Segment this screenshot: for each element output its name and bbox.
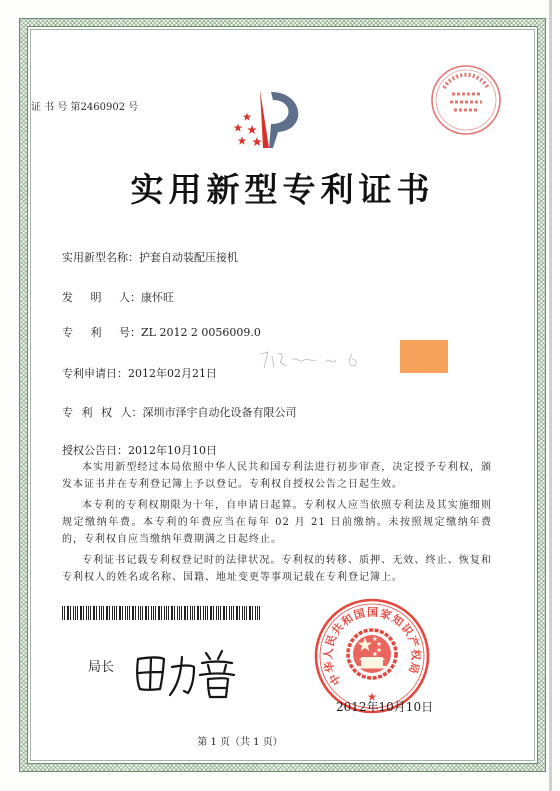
logo-p-shape	[269, 92, 298, 148]
field-application-date	[62, 367, 217, 381]
page-title: 实用新型专利证书	[130, 170, 435, 209]
field-label: 专 利 号：	[62, 326, 141, 339]
field-label: 实用新型名称：	[62, 251, 139, 264]
seal-date: 2012年10月10日	[336, 700, 434, 714]
statement-paragraph: 专利证书记载专利权登记时的法律状况。专利权的转移、质押、无效、终止、恢复和专利权人的姓名或名称、国籍、地址变更等事项记载在专利登记簿上。	[62, 555, 492, 583]
star-icon	[234, 124, 243, 132]
agency-stamp-icon	[430, 64, 502, 136]
national-emblem-icon	[348, 630, 396, 701]
logo-red-stroke	[260, 90, 269, 148]
page-number: 第 1 页（共 1 页）	[197, 737, 283, 748]
signature-stroke	[137, 658, 164, 690]
barcode-icon	[62, 606, 260, 620]
field-utility-model-name	[62, 251, 238, 265]
field-label: 授权公告日：	[62, 444, 128, 457]
signature-stroke	[200, 651, 234, 697]
orange-sticker	[400, 340, 448, 373]
statement-paragraph: 本实用新型经过本局依照中华人民共和国专利法进行初步审查，决定授予专利权，颁发本证书并在专利登记簿上予以登记。专利权自授权公告之日起生效。	[62, 462, 492, 490]
stamp-center-marks	[450, 94, 482, 110]
star-icon	[252, 137, 262, 146]
gate-body	[361, 660, 383, 666]
field-patentee	[62, 406, 297, 420]
director-signature	[130, 645, 240, 700]
field-label: 专 利 权 人：	[62, 406, 143, 419]
field-label: 发 明 人：	[62, 291, 141, 304]
field-value: 2012年02月21日	[128, 367, 217, 380]
field-grant-date	[62, 444, 217, 458]
field-value: 2012年10月10日	[128, 444, 217, 457]
stamp-ring-marks	[444, 75, 488, 88]
certificate-number: 证 书 号 第2460902 号	[31, 102, 139, 113]
stamp-inner-ring	[436, 70, 496, 130]
signature-stroke	[170, 657, 194, 695]
field-value: 深圳市泽宇自动化设备有限公司	[142, 406, 297, 419]
field-patent-number	[62, 326, 261, 340]
field-label: 专利申请日：	[62, 367, 128, 380]
field-value: 护套自动装配压接机	[139, 251, 238, 264]
star-icon	[247, 125, 257, 134]
field-value: 康怀旺	[141, 291, 174, 304]
scan-edge	[549, 0, 552, 791]
director-title: 局长	[88, 660, 115, 675]
field-value: ZL 2012 2 0056009.0	[141, 326, 261, 339]
seal-text-path: 中华人民共和国国家知识产权局	[321, 605, 423, 688]
field-inventor	[62, 291, 174, 305]
certificate-statement	[62, 459, 492, 590]
national-emblem-seal-icon	[313, 597, 434, 715]
star-icon	[238, 137, 247, 145]
star-icon	[243, 113, 252, 121]
gate-base	[357, 666, 387, 669]
gate-roof	[359, 657, 385, 660]
pencil-annotation	[256, 346, 366, 374]
patent-office-logo-icon	[222, 84, 312, 154]
logo-stars	[234, 113, 262, 147]
statement-paragraph: 本专利的专利权期限为十年，自申请日起算。专利权人应当依照专利法及其实施细则规定缴纳年费。本专利的年费应当在每年 02 月 21 日前缴纳。未按照规定缴纳年费的，专利权自应当缴纳年费期满之日起终止。	[62, 500, 492, 545]
